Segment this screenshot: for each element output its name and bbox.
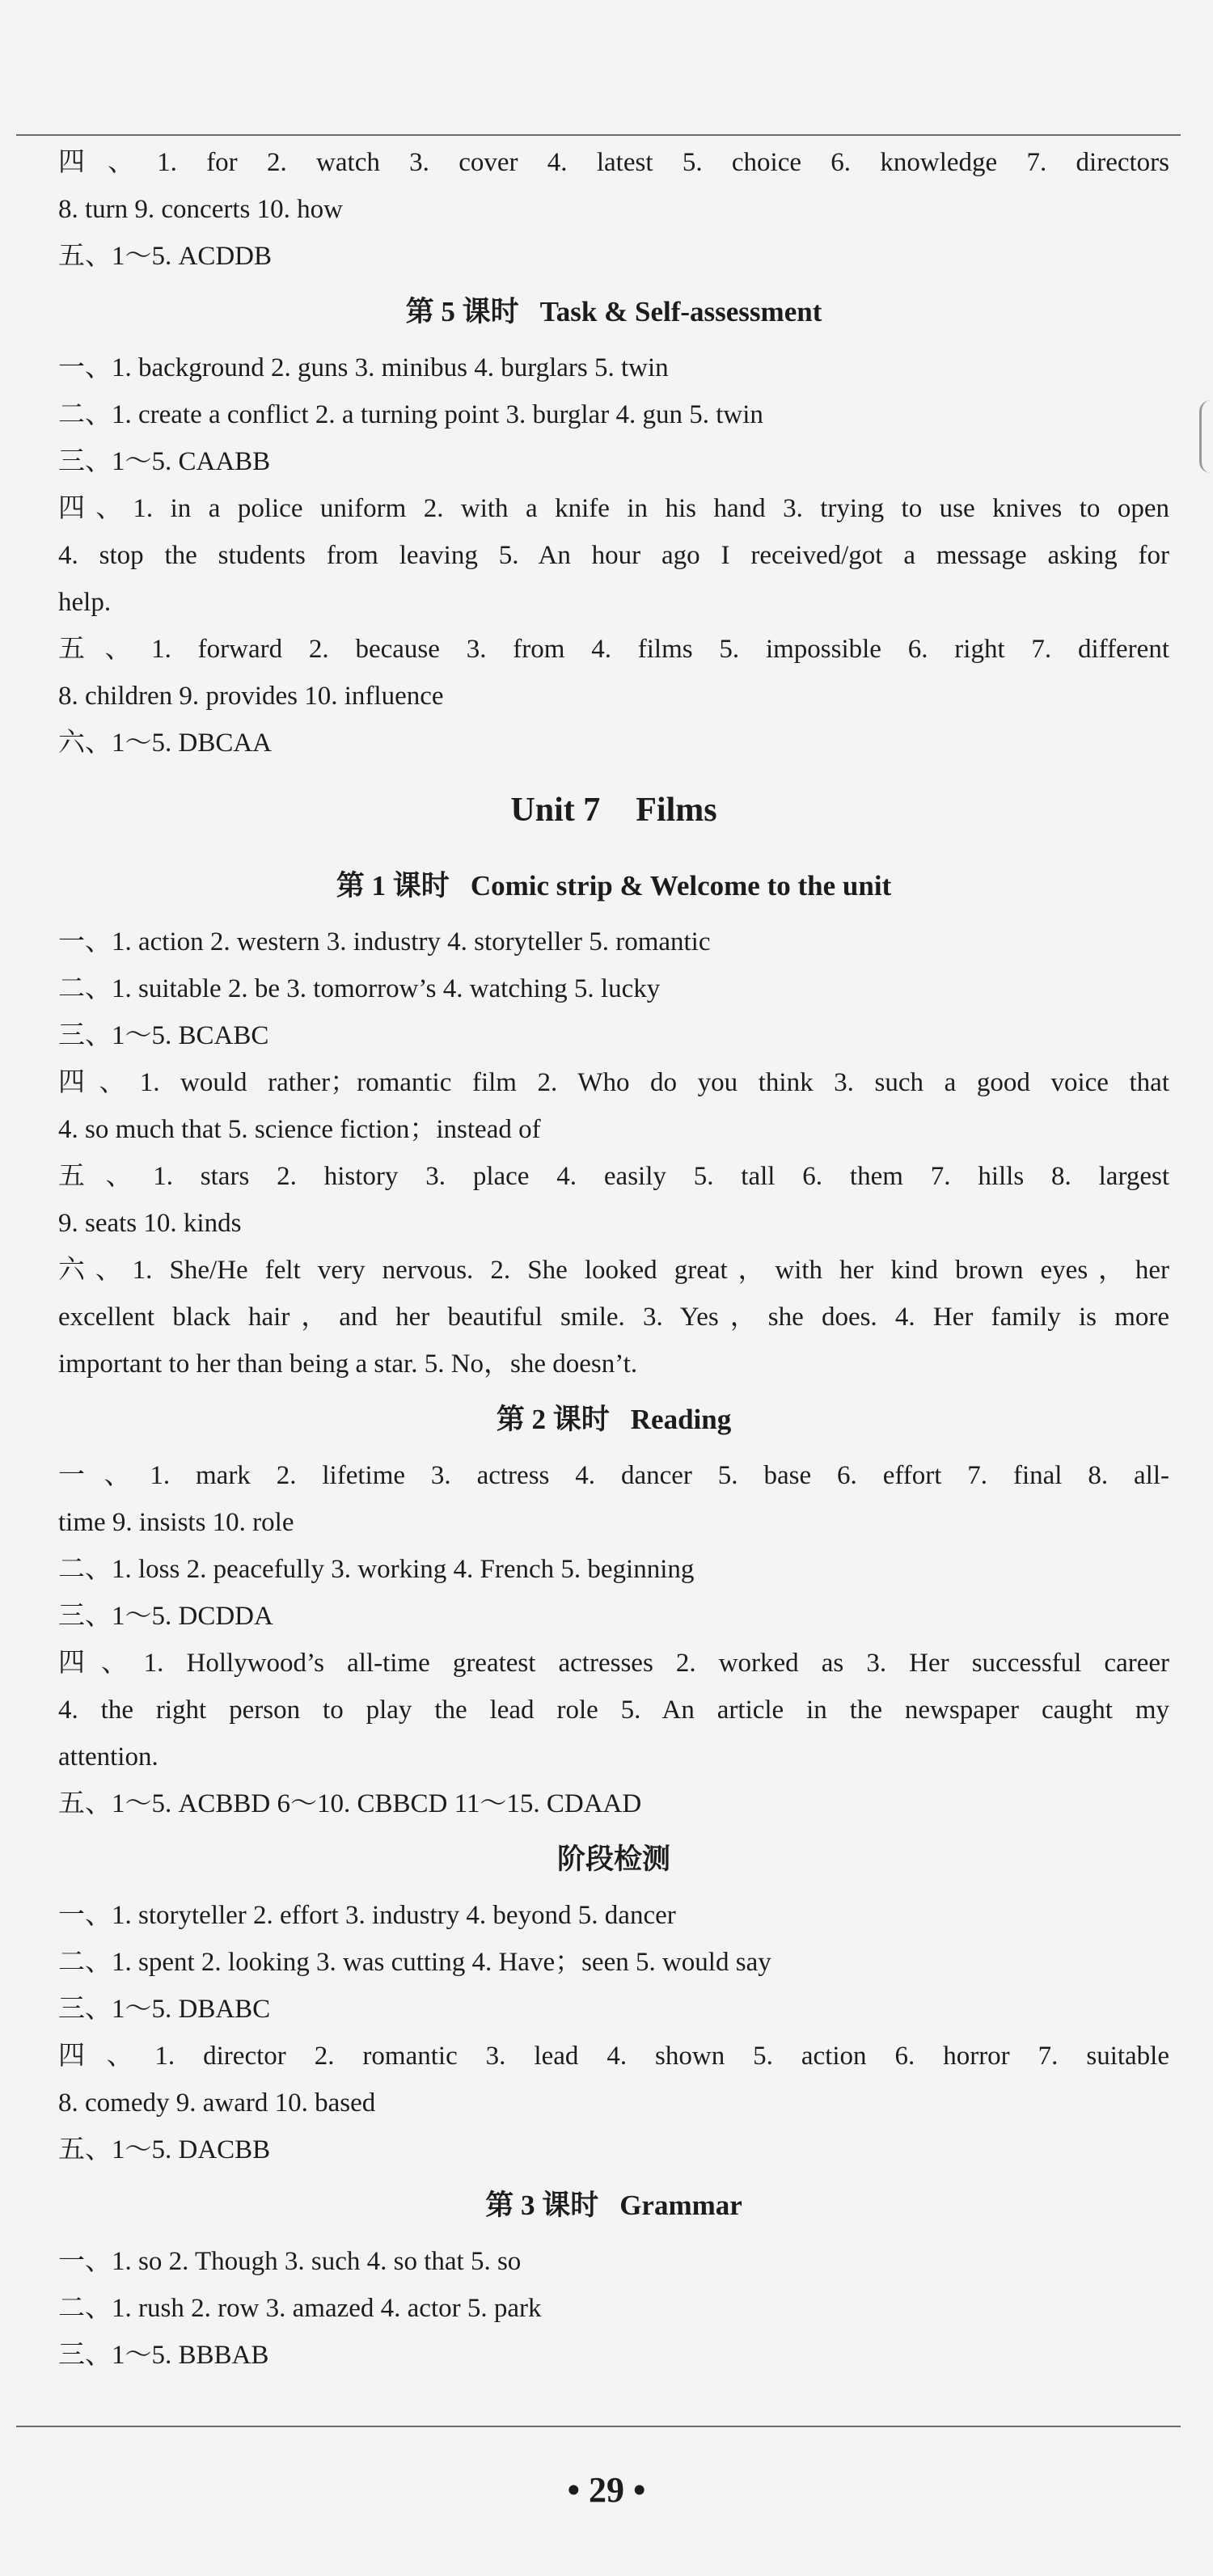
heading-label: 第 2 课时 [496, 1404, 610, 1435]
heading-title: Task & Self-assessment [539, 296, 822, 327]
heading-title: Comic strip & Welcome to the unit [470, 870, 892, 902]
bottom-rule [16, 2426, 1181, 2427]
answer-line: 二、1. suitable 2. be 3. tomorrow’s 4. watching 5. lucky [58, 974, 661, 1003]
answer-line: 五、1. forward 2. because 3. from 4. films 5. impossible 6. right 7. different [58, 635, 1169, 664]
answer-line: 8. turn 9. concerts 10. how [58, 195, 343, 224]
unit-title [58, 766, 1169, 854]
answer-line: 9. seats 10. kinds [58, 1209, 242, 1238]
heading-label: 第 3 课时 [485, 2190, 599, 2221]
answer-line: help. [58, 588, 112, 617]
answer-line: 四、1. director 2. romantic 3. lead 4. shown 5. action 6. horror 7. suitable [58, 2042, 1169, 2071]
answer-line: important to her than being a star. 5. No，she doesn’t. [58, 1349, 638, 1379]
answer-line: 五、1. stars 2. history 3. place 4. easily 5. tall 6. them 7. hills 8. largest [58, 1162, 1169, 1191]
section-heading [58, 2173, 1169, 2238]
heading-title: Films [636, 792, 717, 829]
answer-line: 二、1. loss 2. peacefully 3. working 4. French 5. beginning [58, 1555, 695, 1584]
answer-line: 一、1. storyteller 2. effort 3. industry 4. beyond 5. dancer [58, 1901, 676, 1930]
answer-key-content [58, 139, 1169, 2379]
answer-line: 三、1～5. BCABC [58, 1021, 269, 1050]
section-heading [58, 854, 1169, 918]
answer-line: 四、1. Hollywood’s all-time greatest actresses 2. worked as 3. Her successful career [58, 1649, 1169, 1678]
answer-line: 一、1. background 2. guns 3. minibus 4. burglars 5. twin [58, 353, 669, 382]
answer-line: time 9. insists 10. role [58, 1508, 294, 1537]
answer-line: 4. the right person to play the lead role 5. An article in the newspaper caught my [58, 1696, 1169, 1725]
page-edge-mark [1199, 400, 1213, 473]
answer-line: 二、1. create a conflict 2. a turning point 3. burglar 4. gun 5. twin [58, 400, 763, 429]
answer-line: 一、1. mark 2. lifetime 3. actress 4. dancer 5. base 6. effort 7. final 8. all- [58, 1461, 1169, 1490]
answer-line: 四、1. for 2. watch 3. cover 4. latest 5. choice 6. knowledge 7. directors [58, 148, 1169, 177]
section-heading [58, 1387, 1169, 1452]
answer-line: 四、1. would rather；romantic film 2. Who do you think 3. such a good voice that [58, 1068, 1169, 1097]
answer-line: 三、1～5. DBABC [58, 1995, 271, 2024]
answer-line: 二、1. rush 2. row 3. amazed 4. actor 5. park [58, 2294, 542, 2323]
section-heading [58, 280, 1169, 344]
answer-line: 一、1. so 2. Though 3. such 4. so that 5. so [58, 2247, 522, 2276]
answer-line: attention. [58, 1742, 158, 1772]
heading-title: Grammar [619, 2190, 742, 2221]
answer-line: 五、1～5. DACBB [58, 2135, 271, 2164]
page-number: • 29 • [567, 2470, 646, 2510]
answer-line: 三、1～5. DCDDA [58, 1602, 273, 1631]
heading-label: 第 5 课时 [405, 296, 519, 327]
answer-line: 8. children 9. provides 10. influence [58, 682, 444, 711]
answer-line: 一、1. action 2. western 3. industry 4. storyteller 5. romantic [58, 927, 711, 956]
heading-label: Unit 7 [510, 792, 601, 829]
answer-line: 五、1～5. ACBBD 6～10. CBBCD 11～15. CDAAD [58, 1789, 642, 1818]
heading-label: 阶段检测 [556, 1843, 670, 1875]
answer-line: 五、1～5. ACDDB [58, 242, 273, 271]
top-rule [16, 134, 1181, 136]
answer-line: 六、1. She/He felt very nervous. 2. She looked great，with her kind brown eyes，her [58, 1256, 1169, 1285]
answer-line: 二、1. spent 2. looking 3. was cutting 4. Have；seen 5. would say [58, 1948, 771, 1977]
heading-title: Reading [630, 1404, 732, 1435]
answer-line: 三、1～5. BBBAB [58, 2341, 269, 2370]
section-heading [58, 1827, 1169, 1892]
answer-line: 8. comedy 9. award 10. based [58, 2088, 376, 2118]
answer-line: 4. so much that 5. science fiction；instead of [58, 1115, 541, 1144]
answer-line: excellent black hair，and her beautiful smile. 3. Yes，she does. 4. Her family is more [58, 1303, 1169, 1332]
answer-line: 六、1～5. DBCAA [58, 728, 273, 758]
answer-line: 三、1～5. CAABB [58, 447, 271, 476]
heading-label: 第 1 课时 [336, 870, 450, 902]
answer-line: 4. stop the students from leaving 5. An hour ago I received/got a message asking for [58, 541, 1169, 570]
answer-line: 四、1. in a police uniform 2. with a knife in his hand 3. trying to use knives to open [58, 494, 1169, 523]
